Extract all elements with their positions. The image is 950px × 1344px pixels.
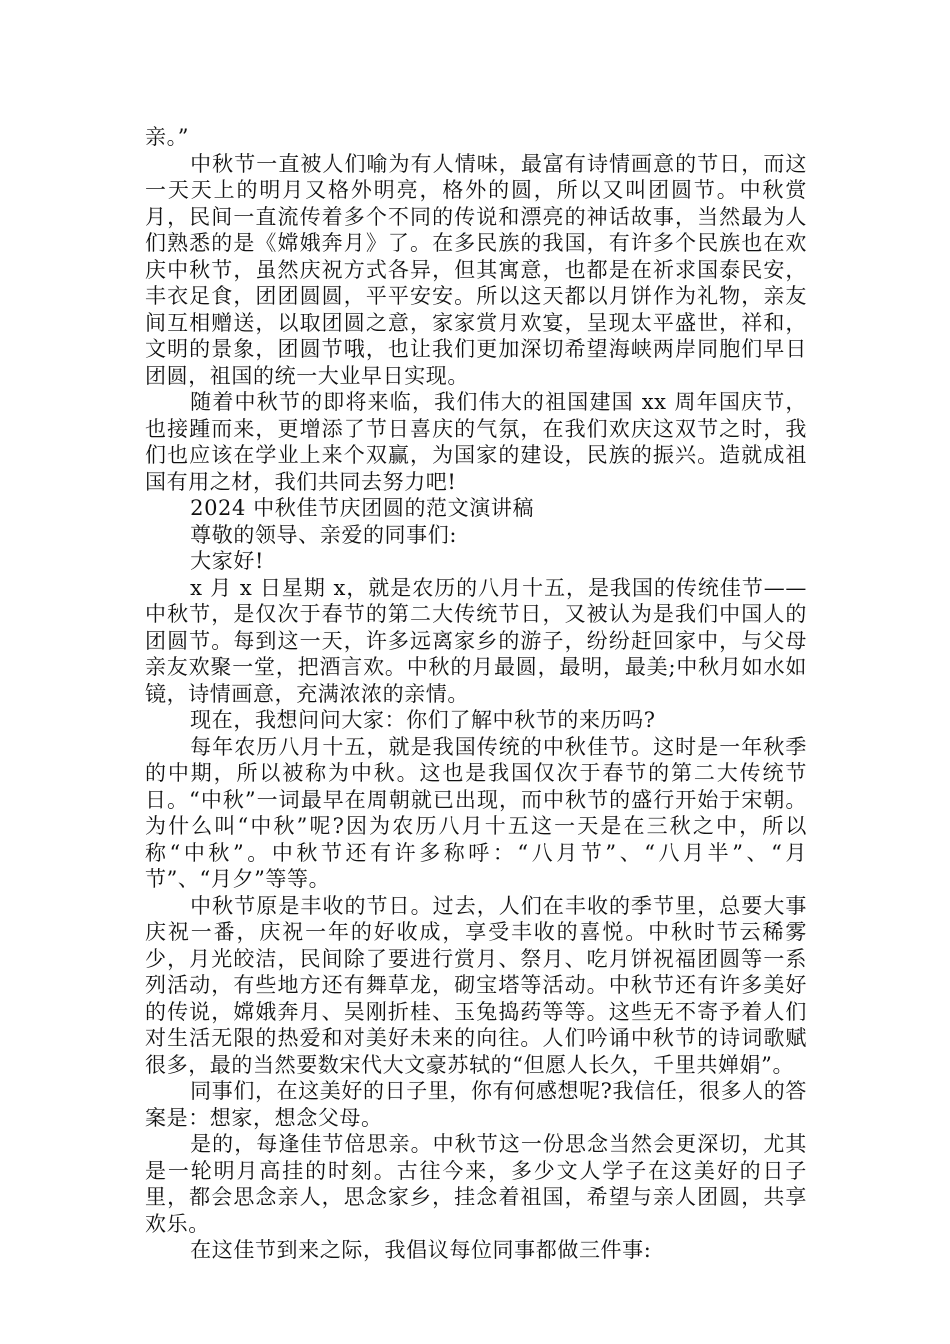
paragraph: 亲。” [145, 125, 190, 149]
paragraph: 是的，每逢佳节倍思亲。中秋节这一份思念当然会更深切，尤其是一轮明月高挂的时刻。古往今来，多少文人学子在这美好的日子里，都会思念亲人，思念家乡，挂念着祖国，希望与亲人团圆，共享欢乐。 [145, 1132, 807, 1236]
salutation: 尊敬的领导、亲爱的同事们: [190, 522, 458, 547]
paragraph: 每年农历八月十五，就是我国传统的中秋佳节。这时是一年秋季的中期，所以被称为中秋。这也是我国仅次于春节的第二大传统节日。“中秋”一词最早在周朝就已出现，而中秋节的盛行开始于宋朝。为什么叫“中秋”呢?因为农历八月十五这一天是在三秋之中，所以称“中秋”。中秋节还有许多称呼：“八月节”、“八月半”、“月节”、“月夕”等等。 [145, 734, 807, 891]
greeting: 大家好! [190, 549, 264, 573]
speech-title: 2024 中秋佳节庆团圆的范文演讲稿 [190, 496, 535, 520]
paragraph: 在这佳节到来之际，我倡议每位同事都做三件事: [190, 1238, 652, 1262]
paragraph: 中秋节一直被人们喻为有人情味，最富有诗情画意的节日，而这一天天上的明月又格外明亮，格外的圆，所以又叫团圆节。中秋赏月，民间一直流传着多个不同的传说和漂亮的神话故事，当然最为人们熟悉的是《嫦娥奔月》了。在多民族的我国，有许多个民族也在欢庆中秋节，虽然庆祝方式各异，但其寓意，也都是在祈求国泰民安，丰衣足食，团团圆圆，平平安安。所以这天都以月饼作为礼物，亲友间互相赠送，以取团圆之意，家家赏月欢宴，呈现太平盛世，祥和，文明的景象，团圆节哦，也让我们更加深切希望海峡两岸同胞们早日团圆，祖国的统一大业早日实现。 [145, 151, 807, 388]
paragraph: 中秋节原是丰收的节日。过去，人们在丰收的季节里，总要大事庆祝一番，庆祝一年的好收成，享受丰收的喜悦。中秋时节云稀雾少，月光皎洁，民间除了要进行赏月、祭月、吃月饼祝福团圆等一系列活动，有些地方还有舞草龙，砌宝塔等活动。中秋节还有许多美好的传说，嫦娥奔月、吴刚折桂、玉兔捣药等等。这些无不寄予着人们对生活无限的热爱和对美好未来的向往。人们吟诵中秋节的诗词歌赋很多，最的当然要数宋代大文豪苏轼的“但愿人长久，千里共婵娟”。 [145, 893, 807, 1077]
paragraph: 随着中秋节的即将来临，我们伟大的祖国建国 xx 周年国庆节，也接踵而来，更增添了节日喜庆的气氛，在我们欢庆这双节之时，我们也应该在学业上来个双赢，为国家的建设，民族的振兴。造就成祖国有用之材，我们共同去努力吧! [145, 390, 807, 494]
paragraph: 同事们，在这美好的日子里，你有何感想呢?我信任，很多人的答案是：想家，想念父母。 [145, 1079, 807, 1130]
document-body [145, 124, 807, 1264]
paragraph: x 月 x 日星期 x，就是农历的八月十五，是我国的传统佳节——中秋节，是仅次于春节的第二大传统节日，又被认为是我们中国人的团圆节。每到这一天，许多远离家乡的游子，纷纷赶回家中，与父母亲友欢聚一堂，把酒言欢。中秋的月最圆，最明，最美;中秋月如水如镜，诗情画意，充满浓浓的亲情。 [145, 575, 807, 706]
paragraph: 现在，我想问问大家：你们了解中秋节的来历吗? [190, 708, 656, 732]
